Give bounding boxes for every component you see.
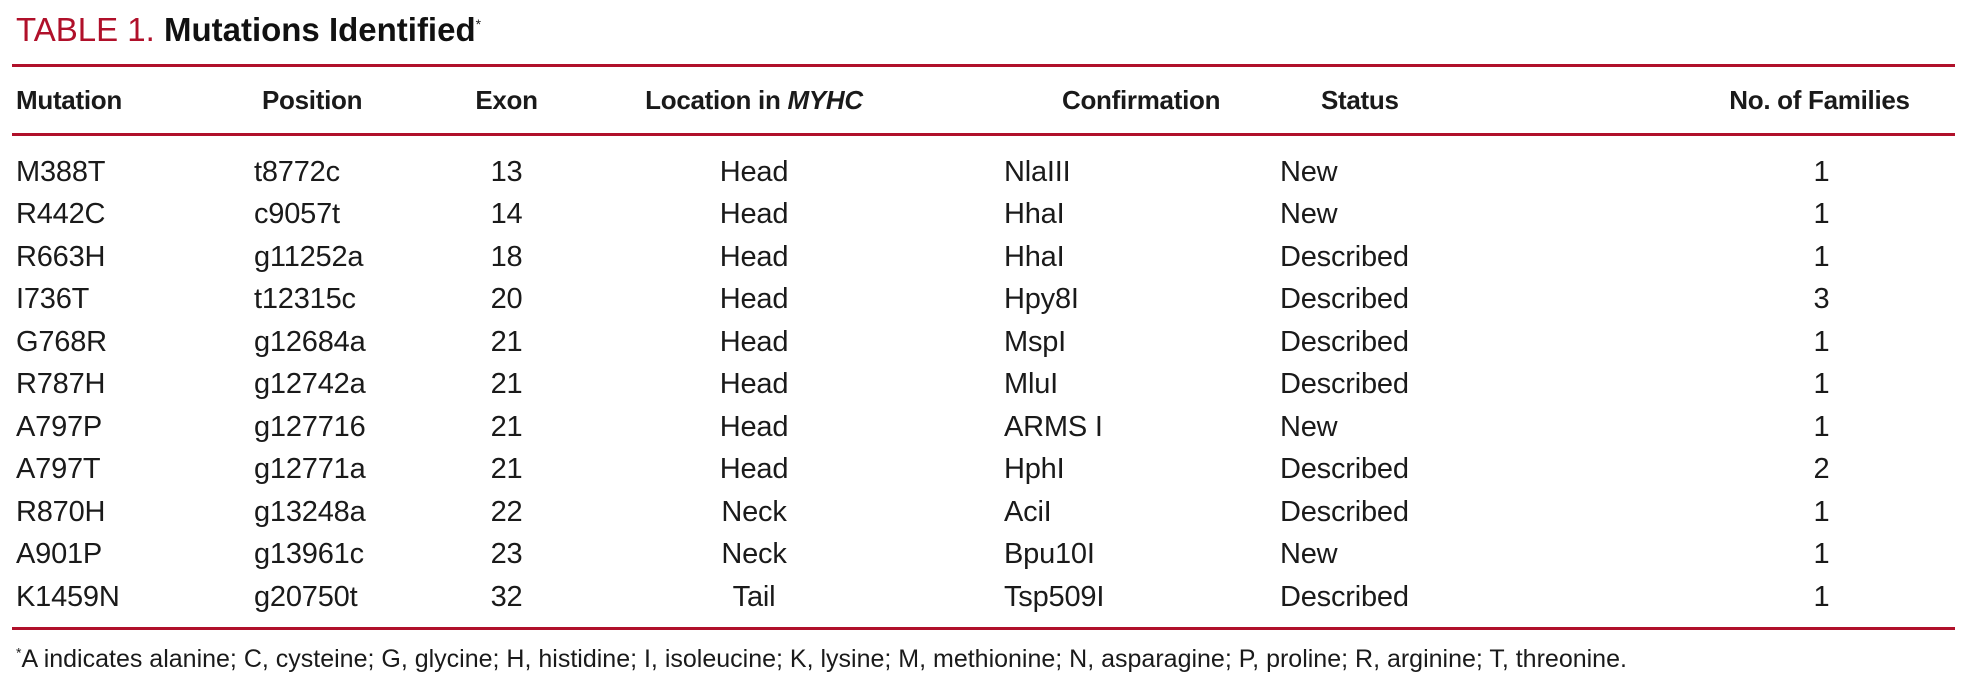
- cell-location: Head: [719, 198, 789, 231]
- cell-families: 1: [1813, 240, 1830, 273]
- cell-confirmation: NlaIII: [1004, 155, 1071, 188]
- cell-position: g20750t: [254, 580, 358, 613]
- table-row: [12, 236, 1955, 279]
- table-row: [12, 364, 1955, 407]
- cell-confirmation: Tsp509I: [1004, 580, 1105, 613]
- cell-location: Head: [719, 453, 789, 486]
- cell-mutation: A901P: [16, 538, 103, 571]
- cell-confirmation: HhaI: [1004, 240, 1065, 273]
- table-row: [12, 406, 1955, 449]
- cell-position: g127716: [254, 410, 366, 443]
- header-position: [254, 67, 449, 133]
- cell-confirmation: MspI: [1004, 325, 1067, 358]
- cell-families: 1: [1813, 580, 1830, 613]
- cell-status: Described: [1280, 580, 1409, 613]
- cell-mutation: I736T: [16, 283, 90, 316]
- cell-position: g12742a: [254, 368, 366, 401]
- cell-mutation: R870H: [16, 495, 106, 528]
- cell-status: Described: [1280, 325, 1409, 358]
- cell-location: Head: [719, 368, 789, 401]
- cell-exon: 21: [490, 368, 523, 401]
- cell-position: g13248a: [254, 495, 366, 528]
- table-row: [12, 491, 1955, 534]
- cell-position: g13961c: [254, 538, 364, 571]
- cell-confirmation: HhaI: [1004, 198, 1065, 231]
- cell-exon: 21: [490, 453, 523, 486]
- cell-families: 1: [1813, 410, 1830, 443]
- cell-location: Head: [719, 283, 789, 316]
- table-body: [12, 133, 1955, 619]
- cell-mutation: R787H: [16, 368, 106, 401]
- cell-position: g11252a: [254, 240, 364, 273]
- cell-exon: 13: [490, 155, 523, 188]
- cell-exon: 22: [490, 495, 523, 528]
- cell-location: Neck: [721, 538, 787, 571]
- cell-status: Described: [1280, 368, 1409, 401]
- cell-confirmation: MluI: [1004, 368, 1058, 401]
- cell-families: 1: [1813, 325, 1830, 358]
- cell-families: 2: [1813, 453, 1830, 486]
- cell-location: Tail: [732, 580, 776, 613]
- cell-exon: 20: [490, 283, 523, 316]
- cell-families: 1: [1813, 155, 1830, 188]
- table-row: [12, 449, 1955, 492]
- cell-exon: 18: [490, 240, 523, 273]
- cell-families: 3: [1813, 283, 1830, 316]
- cell-location: Neck: [721, 495, 787, 528]
- cell-mutation: G768R: [16, 325, 107, 358]
- cell-confirmation: ARMS I: [1004, 410, 1103, 443]
- header-location-gene: MYHC: [787, 84, 863, 115]
- cell-status: New: [1280, 538, 1338, 571]
- header-position-label: Position: [262, 84, 363, 115]
- cell-position: g12684a: [254, 325, 366, 358]
- cell-status: New: [1280, 198, 1338, 231]
- cell-mutation: A797P: [16, 410, 103, 443]
- header-status-label: Status: [1321, 84, 1399, 115]
- cell-families: 1: [1813, 495, 1830, 528]
- table-row: [12, 133, 1955, 194]
- cell-status: New: [1280, 410, 1338, 443]
- table-row: [12, 534, 1955, 577]
- cell-mutation: R442C: [16, 198, 106, 231]
- cell-location: Head: [719, 155, 789, 188]
- table-caption: Mutations Identified: [163, 11, 476, 48]
- header-families: [1504, 67, 1955, 133]
- footnote-marker: *: [16, 644, 22, 661]
- cell-exon: 23: [490, 538, 523, 571]
- bottom-rule: [12, 627, 1955, 630]
- table-title: [16, 10, 481, 50]
- header-location-label: Location in: [645, 84, 781, 115]
- cell-exon: 14: [490, 198, 523, 231]
- cell-status: Described: [1280, 453, 1409, 486]
- header-row: [12, 67, 1955, 133]
- cell-confirmation: Hpy8I: [1004, 283, 1079, 316]
- cell-confirmation: HphI: [1004, 453, 1065, 486]
- cell-exon: 21: [490, 410, 523, 443]
- cell-exon: 32: [490, 580, 523, 613]
- cell-confirmation: AciI: [1004, 495, 1052, 528]
- header-exon: Exon: [475, 84, 538, 115]
- cell-exon: 21: [490, 325, 523, 358]
- cell-mutation: R663H: [16, 240, 106, 273]
- mutations-table: [12, 67, 1955, 619]
- cell-status: Described: [1280, 495, 1409, 528]
- cell-status: Described: [1280, 283, 1409, 316]
- header-families-label: No. of Families: [1729, 84, 1910, 115]
- table-number: TABLE 1.: [16, 11, 155, 48]
- cell-position: c9057t: [254, 198, 340, 231]
- title-footnote-marker: *: [475, 16, 482, 32]
- cell-families: 1: [1813, 198, 1830, 231]
- cell-confirmation: Bpu10I: [1004, 538, 1095, 571]
- footnote-text: A indicates alanine; C, cysteine; G, glycine; H, histidine; I, isoleucine; K, lysine; M, methionine; N, asparagine; P, proline; R, arginine; T, threonine.: [21, 645, 1627, 673]
- cell-status: Described: [1280, 240, 1409, 273]
- cell-position: t12315c: [254, 283, 356, 316]
- cell-location: Head: [719, 240, 789, 273]
- header-status: [1251, 67, 1504, 133]
- cell-location: Head: [719, 325, 789, 358]
- header-mutation: Mutation: [16, 84, 122, 115]
- header-location: [564, 67, 944, 133]
- cell-status: New: [1280, 155, 1338, 188]
- cell-location: Head: [719, 410, 789, 443]
- table-footnote: [16, 644, 1627, 674]
- header-confirmation: [944, 67, 1251, 133]
- cell-mutation: M388T: [16, 155, 106, 188]
- cell-families: 1: [1813, 538, 1830, 571]
- table-row: [12, 576, 1955, 619]
- table-row: [12, 194, 1955, 237]
- table-row: [12, 279, 1955, 322]
- header-confirmation-label: Confirmation: [1062, 84, 1221, 115]
- cell-position: g12771a: [254, 453, 366, 486]
- table-row: [12, 321, 1955, 364]
- cell-mutation: A797T: [16, 453, 101, 486]
- cell-position: t8772c: [254, 155, 340, 188]
- cell-mutation: K1459N: [16, 580, 120, 613]
- cell-families: 1: [1813, 368, 1830, 401]
